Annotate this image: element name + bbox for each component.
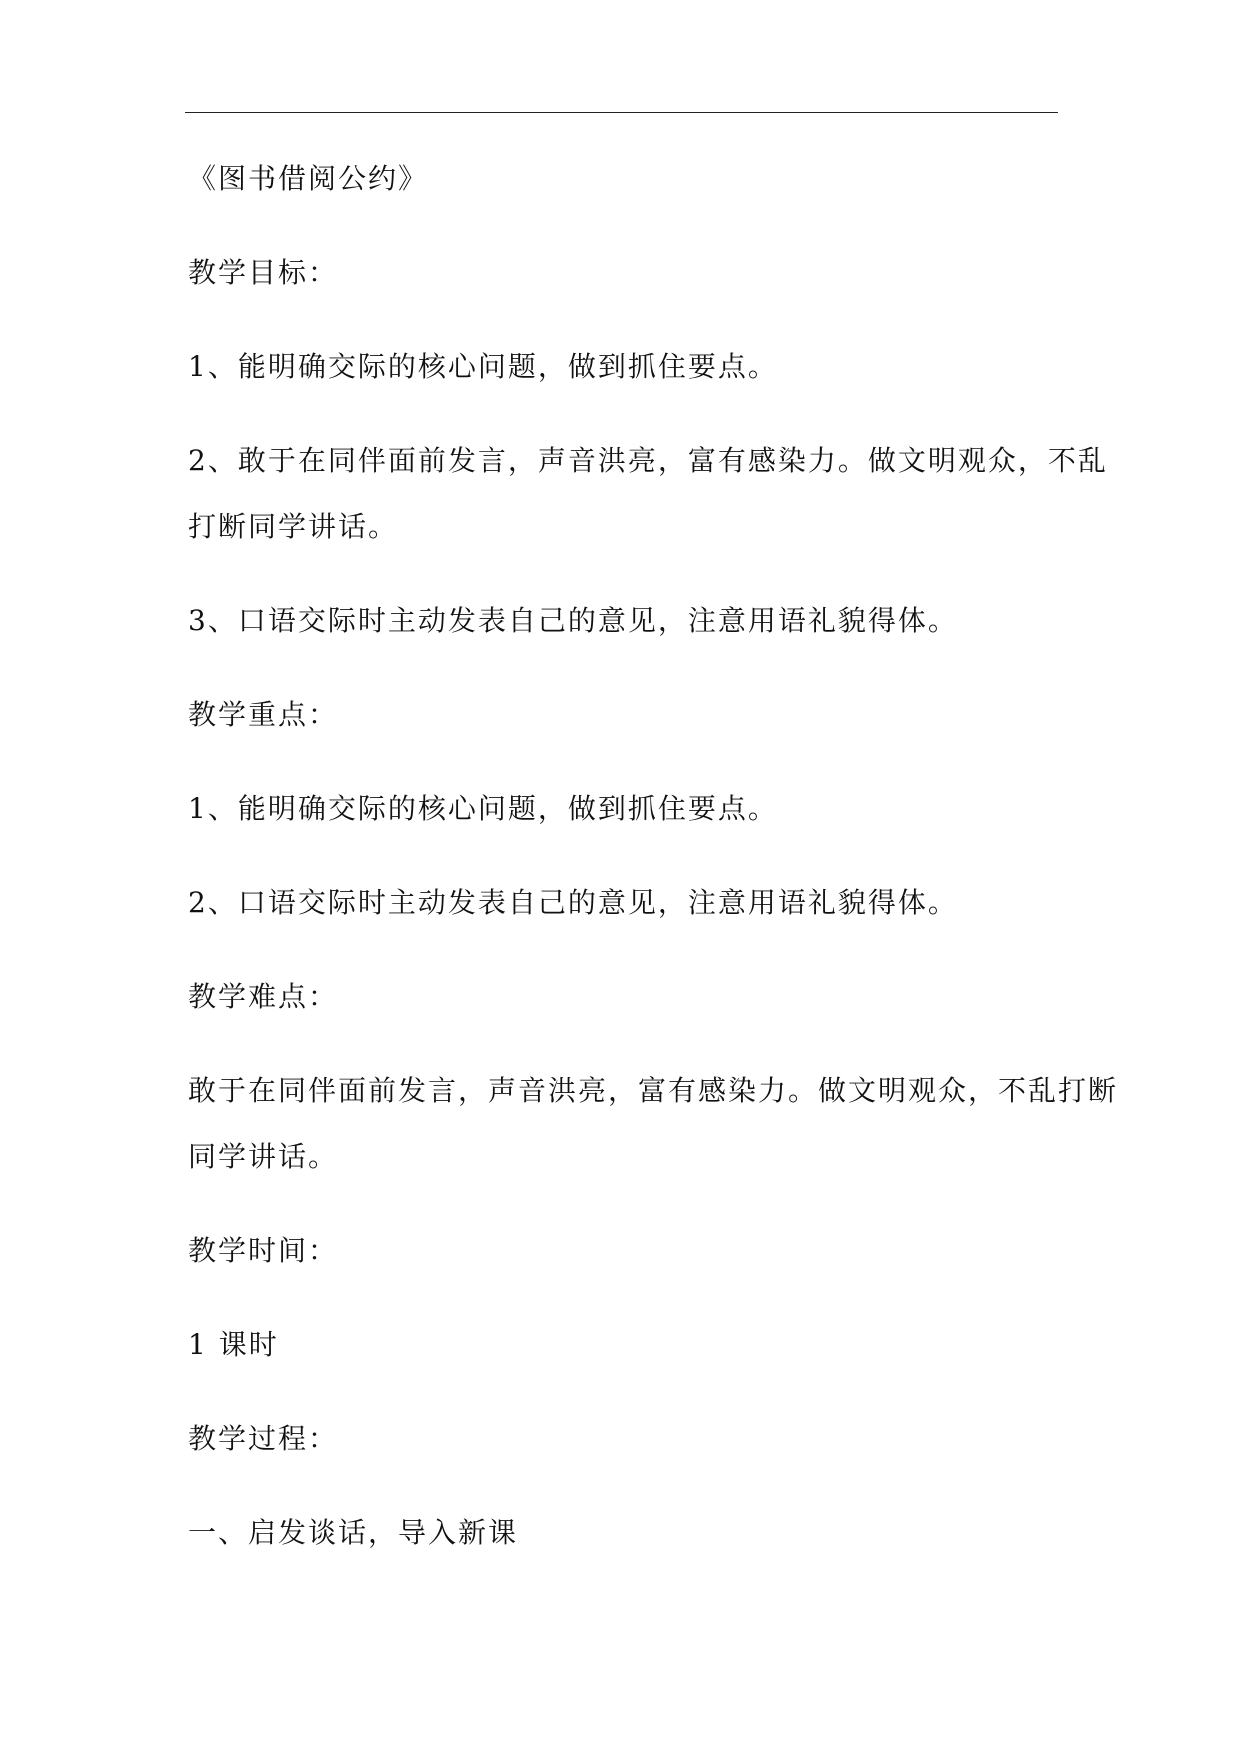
difficulty-item-continuation: 同学讲话。 bbox=[188, 1140, 339, 1173]
objective-item: 3、口语交际时主动发表自己的意见，注意用语礼貌得体。 bbox=[188, 604, 958, 637]
key-point-item: 2、口语交际时主动发表自己的意见，注意用语礼貌得体。 bbox=[188, 886, 958, 919]
objective-item: 2、敢于在同伴面前发言，声音洪亮，富有感染力。做文明观众，不乱 bbox=[188, 444, 1108, 477]
difficulties-heading: 教学难点： bbox=[188, 980, 339, 1013]
process-step: 一、启发谈话，导入新课 bbox=[188, 1516, 519, 1549]
objectives-heading: 教学目标： bbox=[188, 256, 339, 289]
process-heading: 教学过程： bbox=[188, 1422, 339, 1455]
key-points-heading: 教学重点： bbox=[188, 698, 339, 731]
difficulty-item: 敢于在同伴面前发言，声音洪亮，富有感染力。做文明观众，不乱打断 bbox=[188, 1074, 1119, 1107]
time-value: 1 课时 bbox=[188, 1328, 279, 1361]
objective-item-continuation: 打断同学讲话。 bbox=[188, 510, 399, 543]
document-title: 《图书借阅公约》 bbox=[188, 162, 429, 195]
objective-item: 1、能明确交际的核心问题，做到抓住要点。 bbox=[188, 350, 778, 383]
header-rule bbox=[185, 112, 1058, 113]
time-heading: 教学时间： bbox=[188, 1234, 339, 1267]
key-point-item: 1、能明确交际的核心问题，做到抓住要点。 bbox=[188, 792, 778, 825]
